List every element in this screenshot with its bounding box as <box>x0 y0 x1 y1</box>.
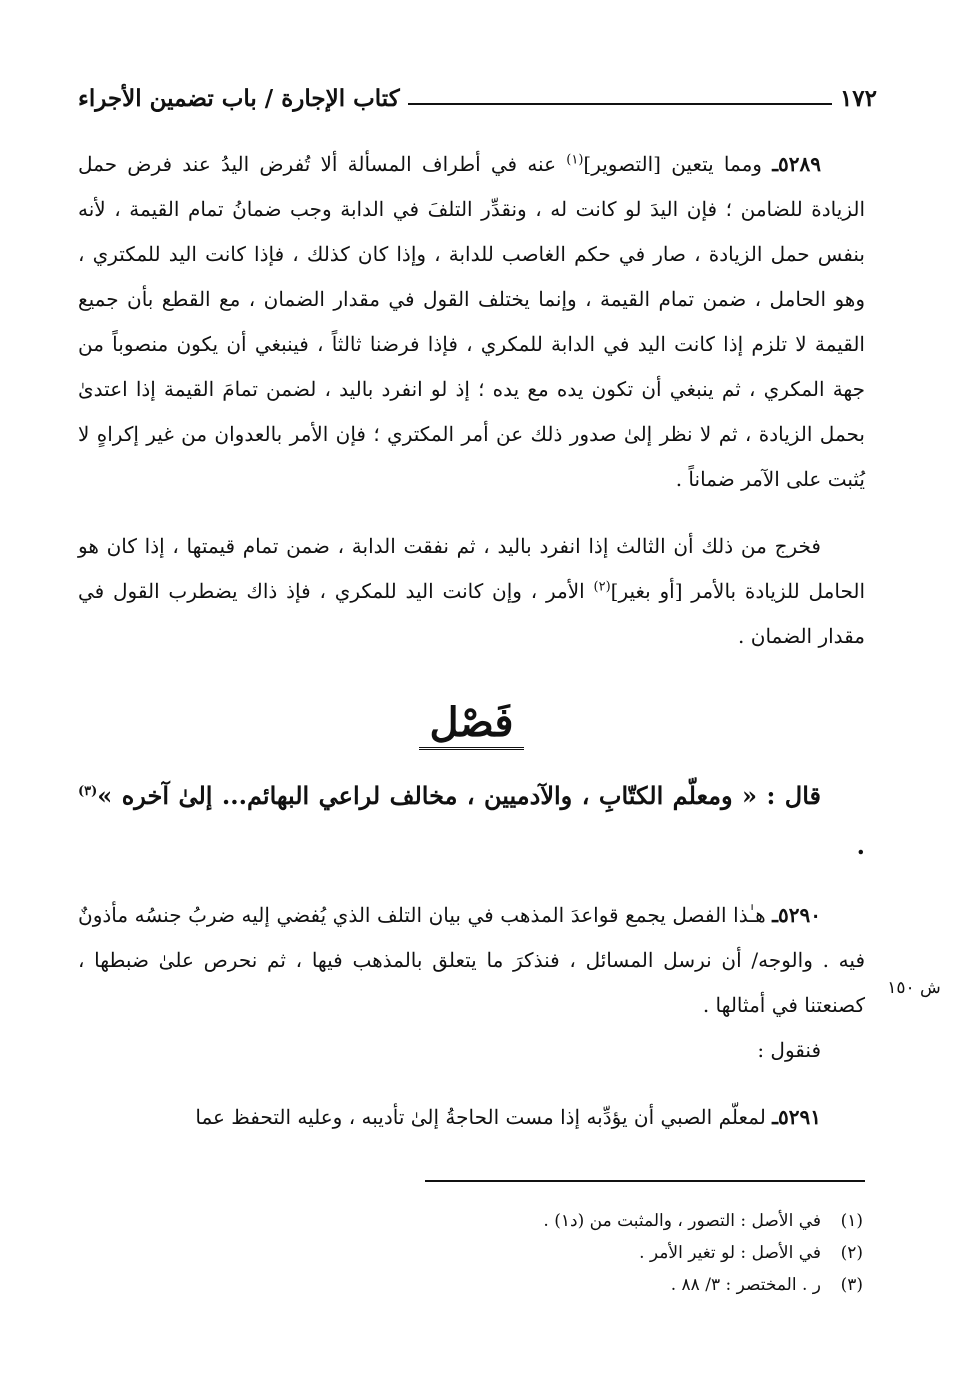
footnote-number: (٣) <box>840 1275 863 1295</box>
running-title: كتاب الإجارة / باب تضمين الأجراء <box>78 84 400 112</box>
quote-end: . <box>856 831 865 860</box>
paragraph-number: ٥٢٨٩ـ <box>772 152 822 176</box>
paragraph-text: الأمر ، وإن كانت اليد للمكري ، فإذ ذاك يضطرب القول في مقدار الضمان . <box>78 579 865 648</box>
paragraph-text: لمعلّم الصبي أن يؤدِّبه إذا مست الحاجةُ إلىٰ تأديبه ، وعليه التحفظ عما <box>195 1105 766 1129</box>
footnote-3 <box>543 1269 863 1301</box>
paragraph-text: هـٰذا الفصل يجمع قواعدَ المذهب في بيان التلف الذي يُفضي إليه ضربُ جنسُه مأذونٌ فيه . والوجه/ أن نرسل المسائل ، فنذكرَ ما يتعلق بالمذهب فيها ، ثم نحرص علىٰ ضبطها ، كصنعتنا في أمثالها . <box>78 903 865 1017</box>
running-header <box>78 78 877 118</box>
footnotes <box>543 1205 863 1301</box>
footnote-text: في الأصل : لو تغير الأمر . <box>639 1243 821 1263</box>
page-number: ١٧٢ <box>839 84 877 112</box>
footnote-ref[interactable]: (٢) <box>593 579 611 595</box>
chapter-heading <box>78 699 865 759</box>
paragraph-text: فنقول : <box>757 1038 821 1062</box>
footnote-2 <box>543 1237 863 1269</box>
paragraph-text: عنه في أطراف المسألة ألا تُفرض اليدُ عند فرض حمل الزيادة للضامن ؛ فإن اليدَ لو كانت له ، ونقدِّر التلفَ في الدابة وجب ضمانُ تمام القيمة ، لأنه بنفس حمل الزيادة ، صار في حكم الغاصب للدابة ، وإذا كان كذلك ، فإذا كانت اليد للمكتري ، وهو الحامل ، ضمن تمام القيمة ، وإنما يختلف القول في مقدار الضمان ، مع القطع بأن جميع القيمة لا تلزم إذا كانت اليد في الدابة للمكري ، فإذا فرضنا ثالثاً ، فينبغي أن يكون منصوباً من جهة المكري ، ثم ينبغي أن تكون يده مع يده ؛ إذ لو انفرد باليد ، لضمن تمامَ القيمة إذا اعتدىٰ بحمل الزيادة ، ثم لا نظر إلىٰ صدور ذلك عن أمر المكتري ؛ فإن الأمر بالعدوان من غير إكراهٍ لا يُثبت على الآمر ضماناً . <box>78 152 865 491</box>
main-text <box>78 142 865 1140</box>
footnote-number: (١) <box>840 1211 863 1231</box>
footnote-1 <box>543 1205 863 1237</box>
paragraph-5290 <box>78 893 865 1028</box>
header-rule <box>408 103 832 105</box>
paragraph-5289 <box>78 142 865 502</box>
paragraph-text: فخرج من ذلك أن الثالث إذا انفرد باليد ، ثم نفقت الدابة ، ضمن تمام قيمتها ، إذا كان هو الحامل للزيادة بالأمر [أو بغير] <box>78 534 865 603</box>
margin-folio-note: ش ١٥٠ <box>887 978 941 998</box>
footnote-text: في الأصل : التصور ، والمثبت من (د١) . <box>543 1211 821 1231</box>
paragraph-number: ٥٢٩٠ـ <box>772 903 821 927</box>
footnote-ref[interactable]: (١) <box>566 152 584 168</box>
footnote-ref[interactable]: (٣) <box>78 784 98 799</box>
paragraph-5291 <box>78 1095 865 1140</box>
footnote-rule <box>425 1180 865 1182</box>
footnote-number: (٢) <box>840 1243 863 1263</box>
paragraph-text: ومما يتعين [التصوير] <box>583 152 762 176</box>
paragraph-conclusion <box>78 524 865 659</box>
paragraph-number: ٥٢٩١ـ <box>772 1105 821 1129</box>
footnote-text: ر . المختصر : ٣/ ٨٨ . <box>670 1275 821 1295</box>
quoted-text <box>78 771 865 871</box>
chapter-heading-ornament: فَصْل <box>419 699 523 750</box>
quote-text: قال : « ومعلّم الكتّابِ ، والآدميين ، مخالف لراعي البهائم... إلىٰ آخره » <box>97 781 821 810</box>
paragraph-fanaqul <box>78 1028 865 1073</box>
